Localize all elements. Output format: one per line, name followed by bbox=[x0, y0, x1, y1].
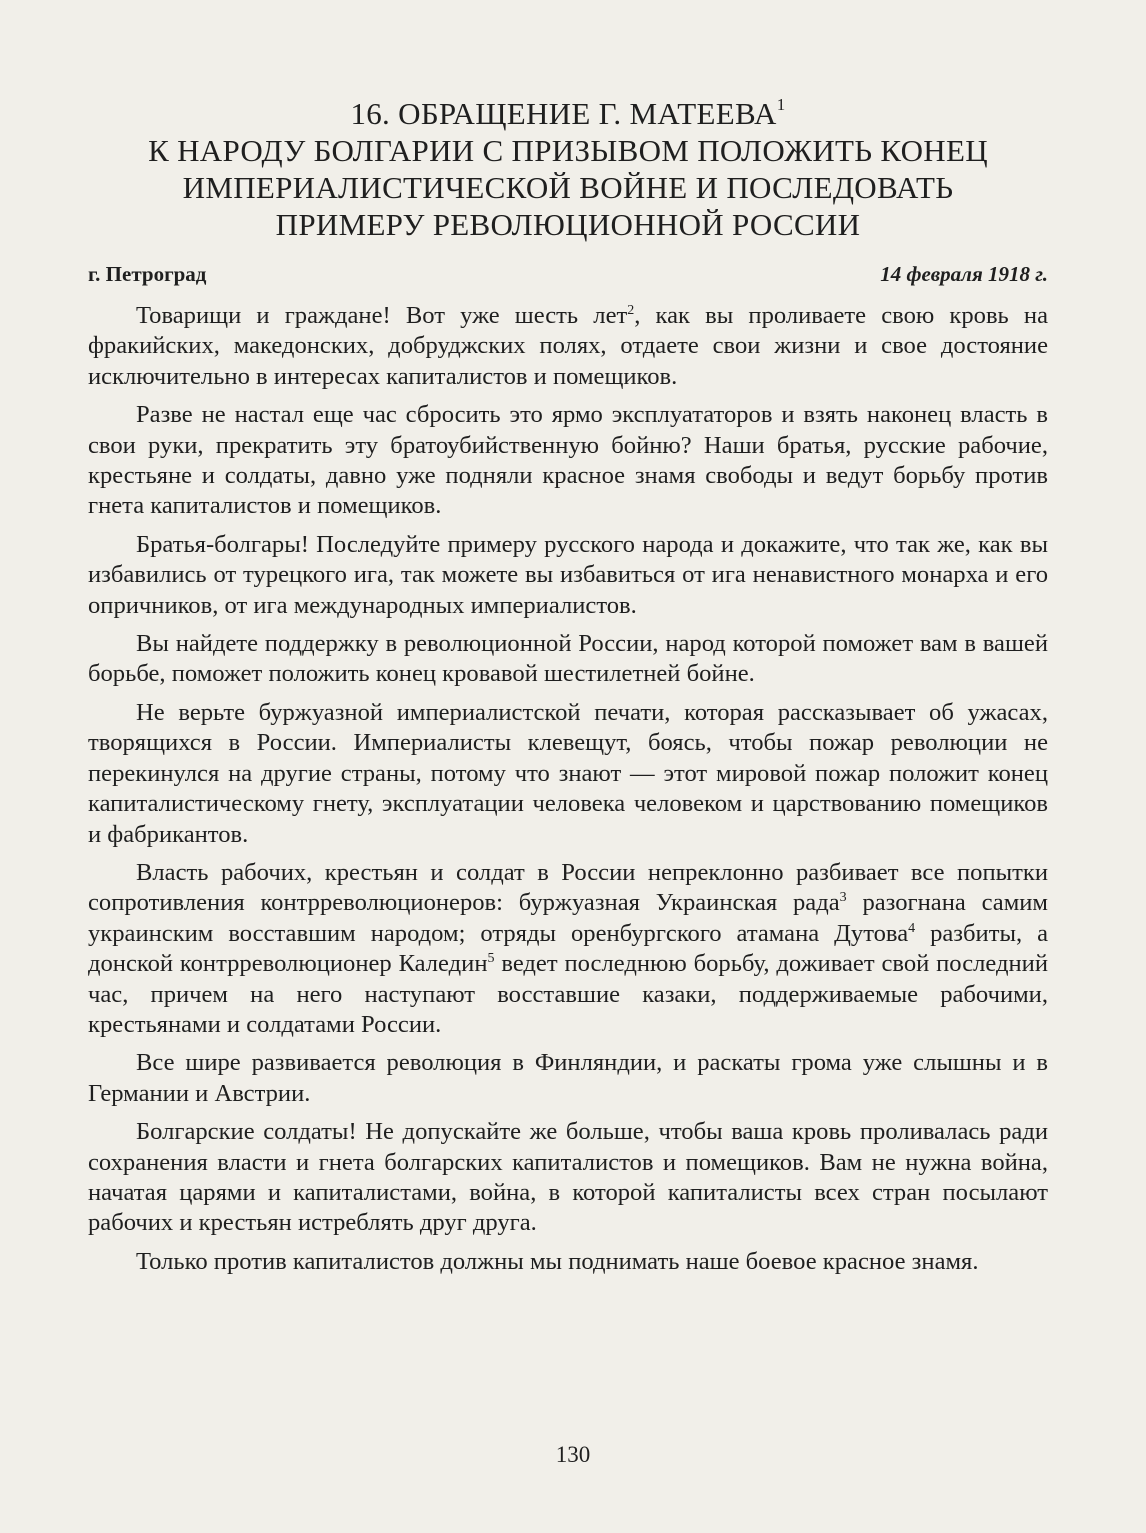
place: г. Петроград bbox=[88, 262, 207, 286]
paragraph: Вы найдете поддержку в революционной России, народ которой поможет вам в вашей борьбе, поможет положить конец кровавой шестилетней бойне. bbox=[88, 630, 1048, 688]
document-page bbox=[88, 86, 1048, 1285]
paragraph: Болгарские солдаты! Не допускайте же больше, чтобы ваша кровь проливалась ради сохранения власти и гнета болгарских капиталистов и помещиков. Вам не нужна война, начатая царями и капиталистами, война, в которой капиталисты всех стран посылают рабочих и крестьян истреблять друг друга. bbox=[88, 1118, 1048, 1237]
body-text bbox=[88, 301, 1048, 1277]
footnote-marker: 4 bbox=[908, 920, 916, 936]
document-title bbox=[88, 86, 1048, 243]
footnote-marker: 5 bbox=[487, 951, 495, 967]
title-line-4: ПРИМЕРУ РЕВОЛЮЦИОННОЙ РОССИИ bbox=[275, 207, 861, 242]
paragraph: Все шире развивается революция в Финляндии, и раскаты грома уже слышны и в Германии и Австрии. bbox=[88, 1049, 1048, 1107]
paragraph: Не верьте буржуазной империалистской печати, которая рассказывает об ужасах, творящихся в России. Империалисты клевещут, боясь, чтобы пожар революции не перекинулся на другие страны, потому что знают — этот мировой пожар положит конец капиталистическому гнету, эксплуатации человека человеком и царствованию помещиков и фабрикантов. bbox=[88, 698, 1048, 848]
paragraph: Только против капиталистов должны мы поднимать наше боевое красное знамя. bbox=[136, 1247, 979, 1275]
paragraph: Товарищи и граждане! Вот уже шесть лет$^2$, как вы проливаете свою кровь на фракийских, македонских, добруджских полях, отдаете свои жизни и свое достояние исключительно в интересах капиталистов и помещиков. bbox=[88, 302, 1048, 390]
date: 14 февраля 1918 г. bbox=[880, 262, 1048, 286]
page-number: 130 bbox=[555, 1442, 591, 1467]
paragraph: Разве не настал еще час сбросить это ярмо эксплуататоров и взять наконец власть в свои руки, прекратить эту братоубийственную бойню? Наши братья, русские рабочие, крестьяне и солдаты, давно уже подняли красное знамя свободы и ведут борьбу против гнета капиталистов и помещиков. bbox=[88, 401, 1048, 520]
footnote-marker: 2 bbox=[627, 303, 635, 318]
footnote-marker: 3 bbox=[839, 890, 847, 906]
title-line-2: К НАРОДУ БОЛГАРИИ С ПРИЗЫВОМ ПОЛОЖИТЬ КОНЕЦ bbox=[148, 133, 988, 168]
footnote-marker: 1 bbox=[776, 95, 786, 114]
paragraph: Братья-болгары! Последуйте примеру русского народа и докажите, что так же, как вы избавились от турецкого ига, так можете вы избавиться от ига ненавистного монарха и его опричников, от ига международных империалистов. bbox=[88, 530, 1048, 619]
paragraph: Власть рабочих, крестьян и солдат в России непреклонно разбивает все попытки сопротивления контрреволюционеров: буржуазная Украинская рада$^3$ разогнана самим украинским восставшим народом; отряды оренбургского атамана Дутова$^4$ разбиты, а донской контрреволюционер Каледин$^5$ ведет последнюю борьбу, доживает свой последний час, причем на него наступают восставшие казаки, поддерживаемые рабочими, крестьянами и солдатами России. bbox=[88, 858, 1048, 1038]
title-line-3: ИМПЕРИАЛИСТИЧЕСКОЙ ВОЙНЕ И ПОСЛЕДОВАТЬ bbox=[182, 170, 954, 205]
title-line-1: 16. ОБРАЩЕНИЕ Г. МАТЕЕВА$^1$ bbox=[350, 95, 786, 131]
dateline bbox=[88, 259, 1048, 289]
